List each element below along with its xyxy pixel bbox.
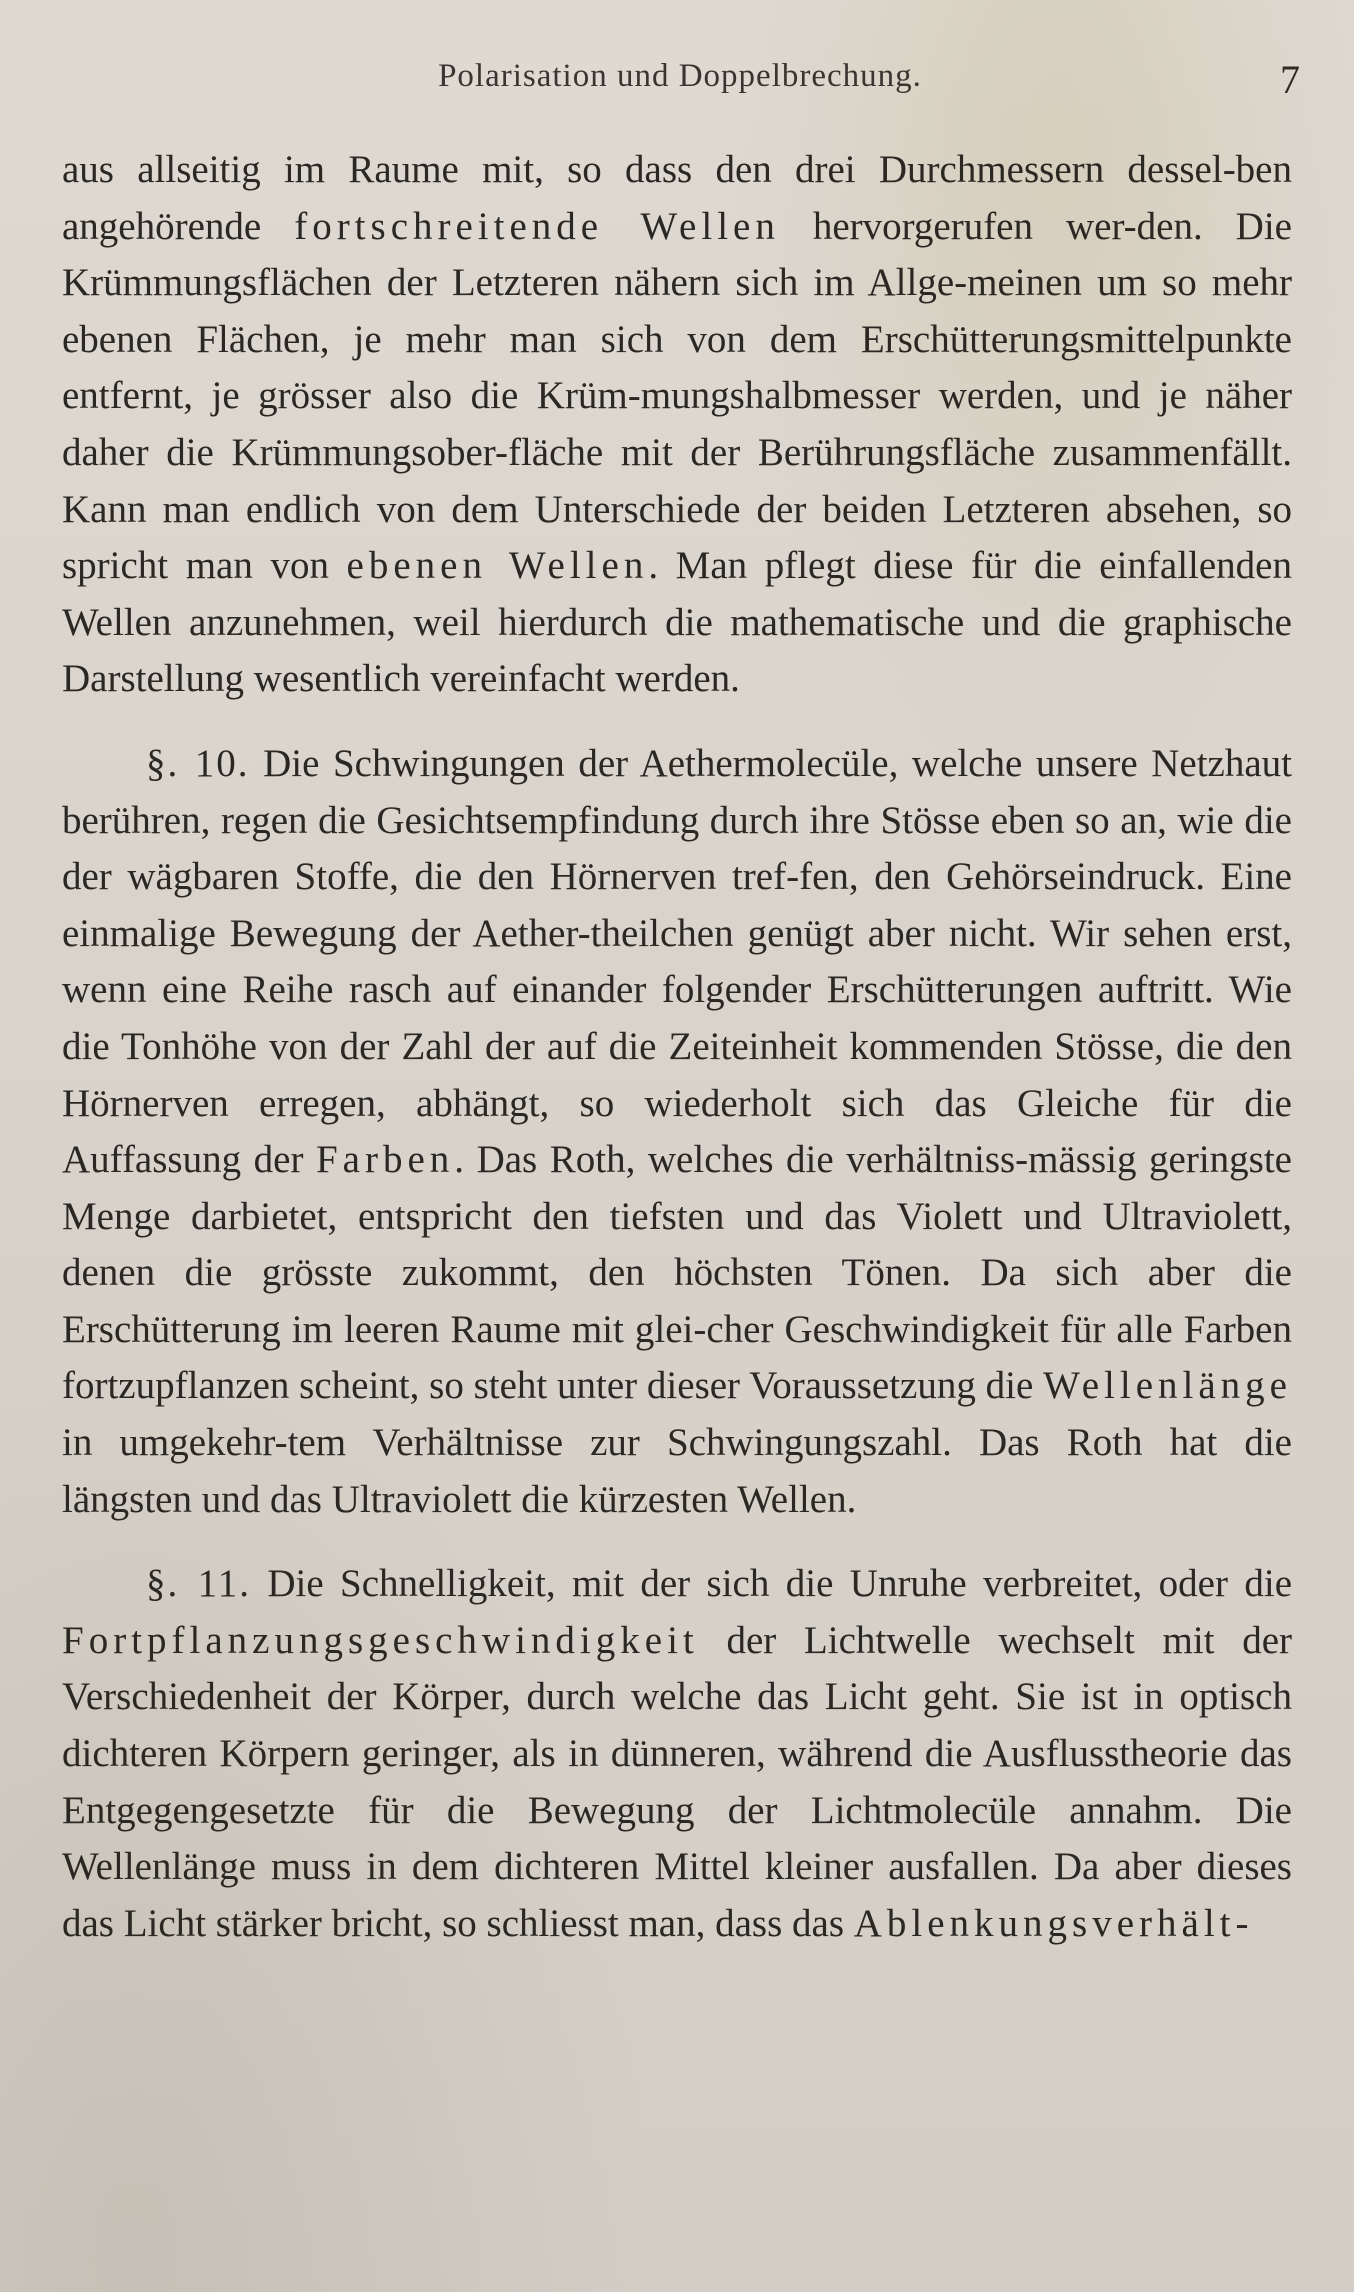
text-run: . Man pflegt diese für die einfallenden Wellen anzunehmen, weil hierdurch die mathematische und die graphische Darstellung wesentlich vereinfacht werden. xyxy=(62,544,1292,701)
text-run: hervorgerufen wer-den. Die Krümmungsflächen der Letzteren nähern sich im Allge-meinen um so mehr ebenen Flächen, je mehr man sich von dem Erschütterungsmittelpunkte entfernt, je grösser also die Krüm-mungshalbmesser werden, und je näher daher die Krümmungsober-fläche mit der Berührungsfläche zusammenfällt. Kann man endlich von dem Unterschiede der beiden Letzteren absehen, so spricht man von xyxy=(62,204,1292,588)
body-text xyxy=(62,142,1292,1952)
emphasis-spaced: Ablenkungsverhält- xyxy=(853,1901,1254,1945)
page-header xyxy=(60,58,1300,108)
running-title: Polarisation und Doppelbrechung. xyxy=(438,58,922,94)
paragraph-section-10 xyxy=(62,736,1292,1528)
text-run: in umgekehr-tem Verhältnisse zur Schwingungszahl. Das Roth hat die längsten und das Ultraviolett die kürzesten Wellen. xyxy=(62,1421,1292,1521)
section-mark: §. 11. xyxy=(146,1562,251,1606)
text-run: aus allseitig im Raume mit, so dass den drei Durchmessern dessel-ben angehörende xyxy=(62,148,1292,248)
text-run: der Lichtwelle wechselt mit der Verschiedenheit der Körper, durch welche das Licht geht. Sie ist in optisch dichteren Körpern geringer, als in dünneren, während die Ausflusstheorie das Entgegengesetzte für die Bewegung der Lichtmolecüle annahm. Die Wellenlänge muss in dem dichteren Mittel kleiner ausfallen. Da aber dieses das Licht stärker bricht, so schliesst man, dass das xyxy=(62,1618,1292,1945)
section-mark: §. 10. xyxy=(146,741,250,785)
paragraph-section-11 xyxy=(62,1556,1292,1952)
emphasis-spaced: Wellenlänge xyxy=(1043,1364,1292,1408)
text-run: Die Schnelligkeit, mit der sich die Unruhe verbreitet, oder die xyxy=(250,1562,1292,1606)
page-number: 7 xyxy=(1280,57,1300,102)
emphasis-spaced: fortschreitende Wellen xyxy=(294,204,780,248)
text-run: . Das Roth, welches die verhältniss-mässig geringste Menge darbietet, entspricht den tiefsten und das Violett und Ultraviolett, denen die grösste zukommt, den höchsten Tönen. Da sich aber die Erschütterung im leeren Raume mit glei-cher Geschwindigkeit für alle Farben fortzupflanzen scheint, so steht unter dieser Voraussetzung die xyxy=(62,1138,1292,1408)
text-run: Die Schwingungen der Aethermolecüle, welche unsere Netzhaut berühren, regen die Gesichtsempfindung durch ihre Stösse eben so an, wie die der wägbaren Stoffe, die den Hörnerven tref-fen, den Gehörseindruck. Eine einmalige Bewegung der Aether-theilchen genügt aber nicht. Wir sehen erst, wenn eine Reihe rasch auf einander folgender Erschütterungen auftritt. Wie die Tonhöhe von der Zahl der auf die Zeiteinheit kommenden Stösse, die den Hörnerven erregen, abhängt, so wiederholt sich das Gleiche für die Auffassung der xyxy=(62,741,1292,1182)
emphasis-spaced: Fortpflanzungsgeschwindigkeit xyxy=(62,1618,699,1662)
paragraph-1 xyxy=(62,142,1292,708)
emphasis-spaced: ebenen Wellen xyxy=(346,544,649,588)
emphasis-spaced: Farben xyxy=(315,1138,455,1182)
